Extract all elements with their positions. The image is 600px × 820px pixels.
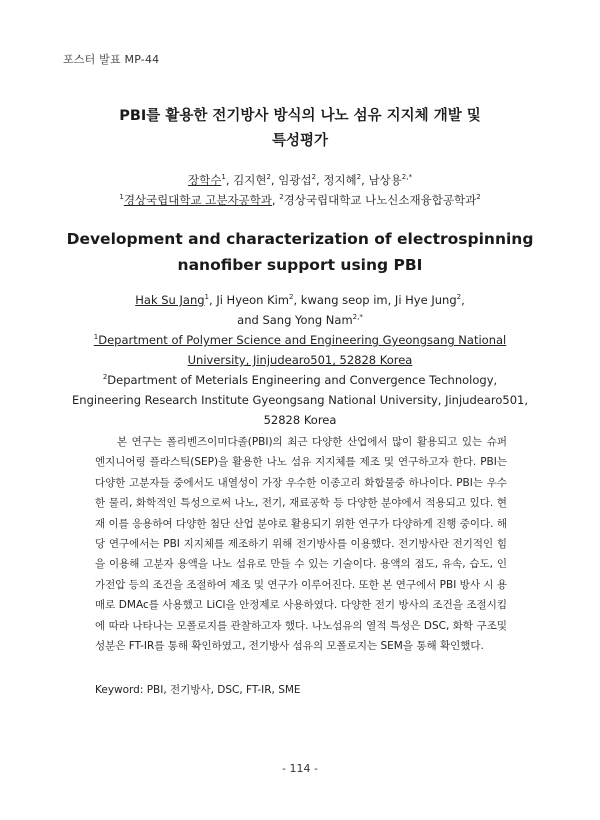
english-affil2-text: Department of Meterials Engineering and Convergence Technology, [107,373,498,387]
author-name: 정지혜 [323,173,357,187]
korean-title-line2: 특성평가 [271,133,329,149]
author-name: Sang Yong Nam [262,313,353,327]
author-separator: , [225,173,234,187]
author-separator: , [361,173,369,187]
author-name: Ji Hye Jung [394,293,457,307]
author-separator: , [293,293,301,307]
english-affil1-line2: University, Jinjudearo501, 52828 Korea [187,353,413,367]
english-affil2-line2: Engineering Research Institute Gyeongsang National University, Jinjudearo501, [72,393,528,407]
english-affil2-line1 [60,370,540,390]
author-sup: 2 [356,173,362,182]
korean-affil1-sup: 1 [119,193,124,202]
korean-affil2-sup: 2 [279,193,284,202]
english-affil1-sup: 1 [93,333,99,342]
english-author-line2 [60,310,540,330]
english-affil2-line3: 52828 Korea [263,413,337,427]
english-authors-block [60,290,540,430]
abstract-body: 본 연구는 폴리벤즈이미다졸(PBI)의 최근 다양한 산업에서 많이 활용되고 있는 슈퍼 엔지니어링 플라스틱(SEP)을 활용한 나노 섬유 지지체를 제조 및 연구하고자 한다. PBI는 다양한 고분자들 중에서도 내열성이 가장 우수한 이종고리 화합물중 하나이다. PBI는 우수한 물리, 화학적인 특성으로써 나노, 전기, 재료공학 등 다양한 분야에서 적용되고 있다. 현재 이를 응용하여 다양한 첨단 산업 분야로 활용되기 위한 연구가 다양하게 진행 중이다. 해당 연구에서는 PBI 지지체를 제조하기 위해 전기방사를 이용했다. 전기방사란 전기적인 힘을 이용해 고분자 용액을 나노 섬유로 만들 수 있는 기술이다. 용액의 점도, 유속, 습도, 인가전압 등의 조건을 조절하여 제조 및 연구가 이루어진다. 또한 본 연구에서 PBI 방사 시 용매로 DMAc를 사용했고 LiCl을 안정제로 사용하였다. 다양한 전기 방사의 조건을 조절시킴에 따라 나타나는 모폴로지를 관찰하고자 했다. 나노섬유의 열적 특성은 DSC, 화학 구조및 성분은 FT-IR를 통해 확인하였고, 전기방사 섬유의 모폴로지는 SEM을 통해 확인했다. [95,436,507,653]
author-sup: 2 [266,173,271,182]
author-sup: 2 [311,173,317,182]
korean-affil2: 경상국립대학교 나노신소재융합공학과 [283,193,477,207]
korean-affil-separator: , [271,193,280,207]
author-sup: 2,* [401,173,412,182]
korean-affil2-tail-sup: 2 [476,193,481,202]
author-conjunction: and [237,313,263,327]
author-separator: , [461,293,465,307]
author-name: 장학수 [188,173,222,187]
author-name: Ji Hyeon Kim [216,293,290,307]
korean-title [60,104,540,154]
keywords: Keyword: PBI, 전기방사, DSC, FT-IR, SME [95,684,301,696]
session-label: 포스터 발표 MP-44 [63,53,160,66]
korean-author-list [60,170,540,190]
author-name: Hak Su Jang [135,293,205,307]
page-number: - 114 - [282,762,318,775]
english-affil1-text: Department of Polymer Science and Engineering Gyeongsang National [98,333,507,347]
english-author-list [60,290,540,310]
english-affil1-line1 [60,330,540,350]
author-name: 남상용 [368,173,402,187]
korean-affil1: 경상국립대학교 고분자공학과 [123,193,272,207]
author-sup: 2,* [352,313,363,322]
korean-affiliations [60,190,540,210]
english-title-line2: nanofiber support using PBI [177,256,423,274]
author-sup: 1 [221,173,226,182]
english-title-line1: Development and characterization of electrospinning [66,230,534,248]
author-name: kwang seop im [300,293,388,307]
author-sup: 1 [204,293,209,302]
author-separator: , [387,293,395,307]
author-separator: , [209,293,217,307]
author-separator: , [270,173,279,187]
english-title [60,226,540,278]
author-separator: , [316,173,324,187]
author-sup: 2 [289,293,294,302]
author-sup: 2 [456,293,462,302]
korean-authors-block [60,170,540,210]
author-name: 김지현 [233,173,267,187]
author-name: 임광섭 [278,173,312,187]
english-affil2-sup: 2 [102,373,108,382]
korean-title-line1: PBI를 활용한 전기방사 방식의 나노 섬유 지지체 개발 및 [119,108,481,124]
